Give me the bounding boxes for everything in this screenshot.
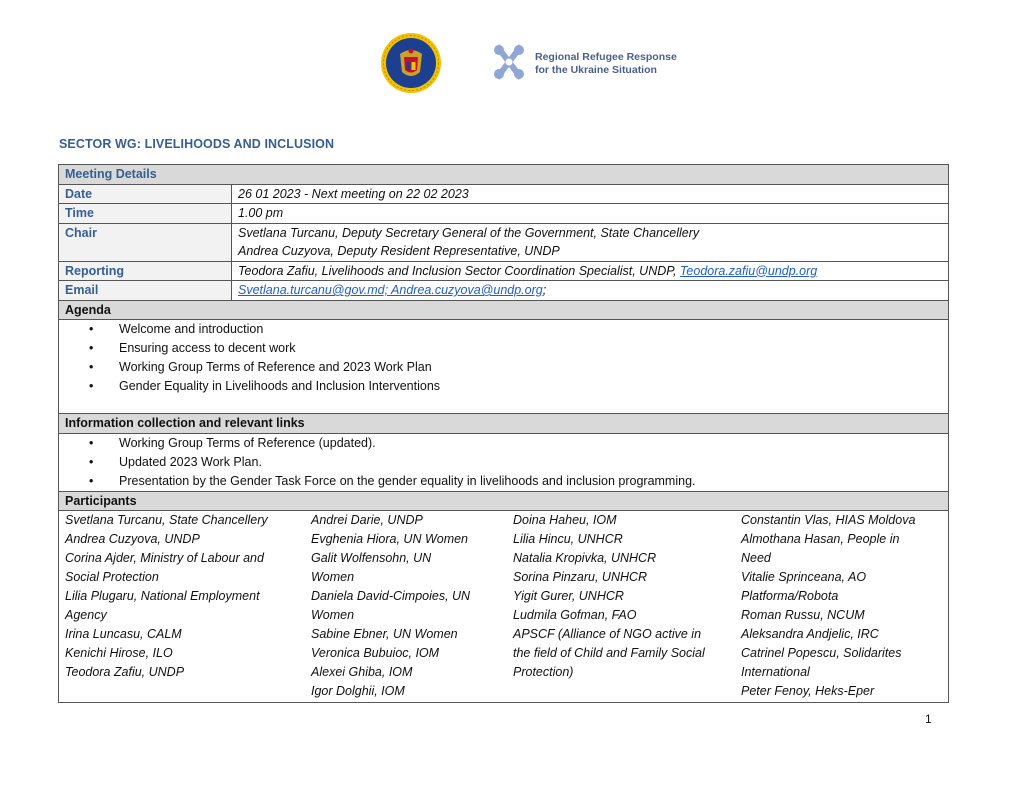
meeting-minutes-table xyxy=(58,164,949,703)
email-row xyxy=(59,281,949,301)
moldova-coat-of-arms-logo xyxy=(380,32,442,94)
agenda-item: • Ensuring access to decent work xyxy=(111,339,942,358)
chair-value xyxy=(232,223,949,261)
agenda-header: Agenda xyxy=(59,300,949,320)
participant: Natalia Kropivka, UNHCR xyxy=(513,551,657,565)
date-value: 26 01 2023 - Next meeting on 22 02 2023 xyxy=(232,184,949,204)
time-label: Time xyxy=(59,204,232,224)
participants-cell xyxy=(59,511,949,703)
participant: Svetlana Turcanu, State Chancellery xyxy=(65,513,268,527)
time-row xyxy=(59,204,949,224)
email-value xyxy=(232,281,949,301)
info-item: • Working Group Terms of Reference (updated). xyxy=(111,434,942,453)
agenda-header-row xyxy=(59,300,949,320)
participant: Teodora Zafiu, UNDP xyxy=(65,665,185,679)
participant: Roman Russu, NCUM xyxy=(741,608,865,622)
participant: Aleksandra Andjelic, IRC xyxy=(741,627,879,641)
participant: Alexei Ghiba, IOM xyxy=(311,665,413,679)
info-item: • Updated 2023 Work Plan. xyxy=(111,453,942,472)
participant: Yigit Gurer, UNHCR xyxy=(513,589,624,603)
participant: Ludmila Gofman, FAO xyxy=(513,608,637,622)
info-cell xyxy=(59,433,949,491)
participant: Catrinel Popescu, Solidarites xyxy=(741,646,902,660)
reporting-email-link[interactable]: Teodora.zafiu@undp.org xyxy=(679,263,818,278)
chair-line-1: Svetlana Turcanu, Deputy Secretary General of the Government, State Chancellery xyxy=(238,225,700,240)
participants-column-2 xyxy=(311,511,513,701)
participant: Peter Fenoy, Heks-Eper xyxy=(741,684,875,698)
participants-header: Participants xyxy=(59,491,949,511)
participant: Andrea Cuzyova, UNDP xyxy=(65,532,200,546)
participant: Need xyxy=(741,551,771,565)
reporting-value xyxy=(232,261,949,281)
participants-column-1 xyxy=(65,511,311,701)
agenda-item: • Working Group Terms of Reference and 2023 Work Plan xyxy=(111,358,942,377)
participant: Social Protection xyxy=(65,570,159,584)
meeting-details-header: Meeting Details xyxy=(59,165,949,185)
participant: Protection) xyxy=(513,665,574,679)
participant: Galit Wolfensohn, UN xyxy=(311,551,432,565)
reporting-label: Reporting xyxy=(59,261,232,281)
participant: Irina Luncasu, CALM xyxy=(65,627,182,641)
participant: the field of Child and Family Social xyxy=(513,646,705,660)
partner-name xyxy=(535,51,677,77)
participant: Kenichi Hirose, ILO xyxy=(65,646,173,660)
participant: Agency xyxy=(65,608,107,622)
info-header-row xyxy=(59,414,949,434)
participant: Platforma/Robota xyxy=(741,589,839,603)
agenda-item: • Welcome and introduction xyxy=(111,320,942,339)
participant: Andrei Darie, UNDP xyxy=(311,513,423,527)
agenda-list xyxy=(65,320,942,396)
info-item: • Presentation by the Gender Task Force on the gender equality in livelihoods and inclusion programming. xyxy=(111,472,942,491)
participant: Vitalie Sprinceana, AO xyxy=(741,570,867,584)
participant: Corina Ajder, Ministry of Labour and xyxy=(65,551,264,565)
info-row xyxy=(59,433,949,491)
email-links[interactable]: Svetlana.turcanu@gov.md; Andrea.cuzyova@undp.org xyxy=(238,283,543,297)
participant: Evghenia Hiora, UN Women xyxy=(311,532,469,546)
participant: APSCF (Alliance of NGO active in xyxy=(513,627,702,641)
participant: Igor Dolghii, IOM xyxy=(311,684,405,698)
email-suffix: ; xyxy=(542,283,547,297)
participant: Sabine Ebner, UN Women xyxy=(311,627,458,641)
participant: Women xyxy=(311,570,355,584)
info-header: Information collection and relevant links xyxy=(59,414,949,434)
participants-columns xyxy=(65,511,942,701)
participant: Doina Haheu, IOM xyxy=(513,513,617,527)
participant: Lilia Hincu, UNHCR xyxy=(513,532,623,546)
sector-title: SECTOR WG: LIVELIHOODS AND INCLUSION xyxy=(59,137,335,151)
agenda-cell xyxy=(59,320,949,414)
participant: Almothana Hasan, People in xyxy=(741,532,900,546)
participant: Veronica Bubuioc, IOM xyxy=(311,646,440,660)
header-logos xyxy=(0,30,1024,100)
reporting-row xyxy=(59,261,949,281)
regional-refugee-response-logo-icon xyxy=(489,42,529,82)
chair-line-2: Andrea Cuzyova, Deputy Resident Representative, UNDP xyxy=(238,244,560,258)
participant: Daniela David-Cimpoies, UN xyxy=(311,589,471,603)
participants-row xyxy=(59,511,949,703)
partner-line-1: Regional Refugee Response xyxy=(535,51,677,63)
date-row xyxy=(59,184,949,204)
info-list xyxy=(65,434,942,491)
participant: Lilia Plugaru, National Employment xyxy=(65,589,260,603)
participant: Constantin Vlas, HIAS Moldova xyxy=(741,513,916,527)
email-label: Email xyxy=(59,281,232,301)
date-label: Date xyxy=(59,184,232,204)
partner-line-2: for the Ukraine Situation xyxy=(535,64,657,76)
page-number: 1 xyxy=(925,712,932,726)
time-value: 1.00 pm xyxy=(232,204,949,224)
participants-header-row xyxy=(59,491,949,511)
reporting-text: Teodora Zafiu, Livelihoods and Inclusion Sector Coordination Specialist, UNDP, xyxy=(238,263,680,278)
agenda-item: • Gender Equality in Livelihoods and Inclusion Interventions xyxy=(111,377,942,396)
participant: Sorina Pinzaru, UNHCR xyxy=(513,570,648,584)
chair-row xyxy=(59,223,949,261)
participants-column-4 xyxy=(741,511,941,701)
participant: Women xyxy=(311,608,355,622)
meeting-details-header-row xyxy=(59,165,949,185)
participant: International xyxy=(741,665,810,679)
chair-label: Chair xyxy=(59,223,232,261)
participants-column-3 xyxy=(513,511,741,701)
agenda-row xyxy=(59,320,949,414)
